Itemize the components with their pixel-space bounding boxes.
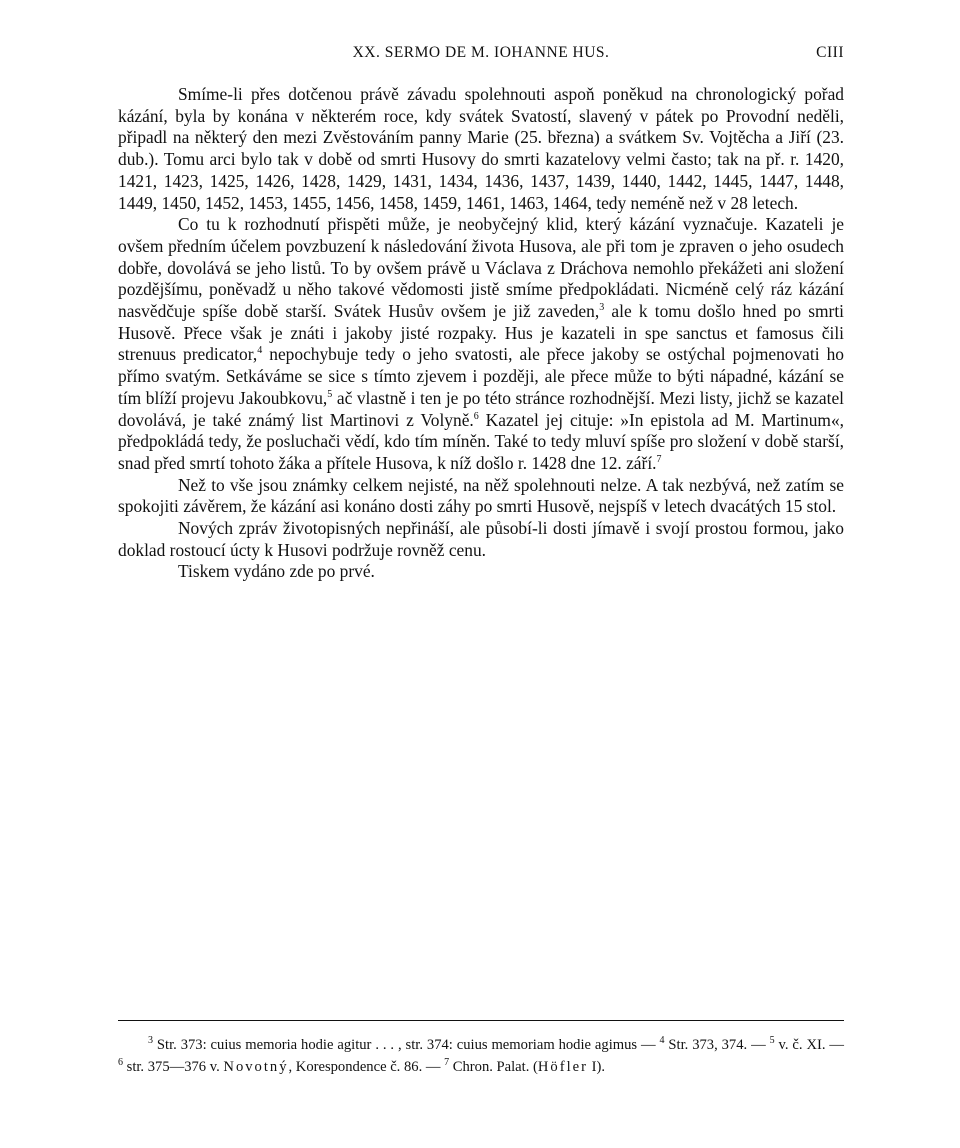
footnote-ref-4: 4 [257,345,263,357]
footnote-7-text: I). [587,1059,606,1075]
paragraph-3: Než to vše jsou známky celkem nejisté, na něž spolehnouti nelze. A tak nezbývá, než zatím se spokojiti závěrem, že kázání asi konáno dosti záhy po smrti Husově, nejspíš v letech dvacátých 15 stol. [118,474,844,517]
footnote-6-text: str. 375—376 v. [123,1059,224,1075]
footnote-ref-5: 5 [327,389,333,401]
body-text [118,84,844,583]
footnote-number-7: 7 [444,1057,450,1069]
page-number: CIII [816,44,844,61]
paragraph-2-text: Kazatel jej cituje: »In epistola ad M. Martinum«, předpokládá tedy, že posluchači vědí, kdo tím míněn. Také to tedy mluví spíše pro složení v době starší, snad před smrtí tohoto žáka a přítele Husova, k níž došlo r. 1428 dne 12. září. [118,409,844,473]
footnote-ref-3: 3 [599,302,605,314]
footnote-number-5: 5 [769,1035,775,1047]
footnote-4-text: Str. 373, 374. — [664,1037,770,1053]
paragraph-2-text: ač vlastně i ten je po této stránce rozhodnější. Mezi listy, jichž se kazatel dovolává, je také známý list Martinovi z Volyně. [118,387,845,430]
footnotes [118,1034,844,1078]
footnote-number-3: 3 [148,1035,153,1047]
footnote-6-text: , Korespondence č. 86. — [288,1059,445,1075]
paragraph-2-text: nepochybuje tedy o jeho svatosti, ale přece jakoby se ostýchal pojmenovati ho přímo svatým. Setkáváme se sice s tímto zjevem i později, ale přece může to býti nápadné, kázání se tím blíží projevu Jakoubkovu, [118,344,845,408]
footnote-6-author: Novotný [223,1059,289,1075]
footnote-ref-7: 7 [656,454,662,466]
footnote-7-author: Höfler [537,1059,588,1075]
footnote-number-4: 4 [659,1035,665,1047]
footnote-ref-6: 6 [473,410,479,422]
footnote-3-text: Str. 373: cuius memoria hodie agitur . . . , str. 374: cuius memoriam hodie agimus — [153,1037,660,1053]
paragraph-1: Smíme-li přes dotčenou právě závadu spolehnouti aspoň poněkud na chronologický pořad kázání, byla by konána v některém roce, kdy svátek Svatostí, slavený v pátek po Provodní neděli, připadl na některý den mezi Zvěstováním panny Marie (25. března) a svátkem Sv. Vojtěcha a Jiří (23. dub.). Tomu arci bylo tak v době od smrti Husovy do smrti kazatelovy velmi často; tak na př. r. 1420, 1421, 1423, 1425, 1426, 1428, 1429, 1431, 1434, 1436, 1437, 1439, 1440, 1442, 1445, 1447, 1448, 1449, 1450, 1452, 1453, 1455, 1456, 1458, 1459, 1461, 1463, 1464, tedy neméně než v 28 letech. [118,84,844,213]
paragraph-2 [118,214,844,474]
page-header [118,44,844,68]
footnote-number-6: 6 [118,1057,123,1069]
footnote-text [118,1034,844,1078]
paragraph-2-text: Co tu k rozhodnutí přispěti může, je neobyčejný klid, který kázání vyznačuje. Kazateli je ovšem předním účelem povzbuzení k následování života Husova, ale při tom je zpraven o jeho osudech dobře, dovolává se jeho listů. To by ovšem právě u Václava z Dráchova nemohlo překážeti ani složení pozdějšímu, poněvadž u něho takové vědomosti jistě smíme předpokládati. Nicméně celý ráz kázání nasvědčuje spíše době starší. Svátek Husův ovšem je již zaveden, [118,214,844,322]
footnote-divider [118,1020,844,1021]
footnote-5-text: v. č. XI. — [774,1037,844,1053]
paragraph-5: Tiskem vydáno zde po prvé. [178,561,375,582]
paragraph-4: Nových zpráv životopisných nepřináší, ale působí-li dosti jímavě i svojí prostou formou, jako doklad rostoucí úcty k Husovi podržuje rovněž cenu. [118,518,844,560]
running-title: XX. SERMO DE M. IOHANNE HUS. [352,44,610,61]
footnote-7-text: Chron. Palat. ( [449,1059,538,1075]
paragraph-2-text: ale k tomu došlo hned po smrti Husově. Přece však je znáti i jakoby jisté rozpaky. Hus je kazateli in spe sanctus et famosus čili strenuus predicator, [118,301,845,365]
